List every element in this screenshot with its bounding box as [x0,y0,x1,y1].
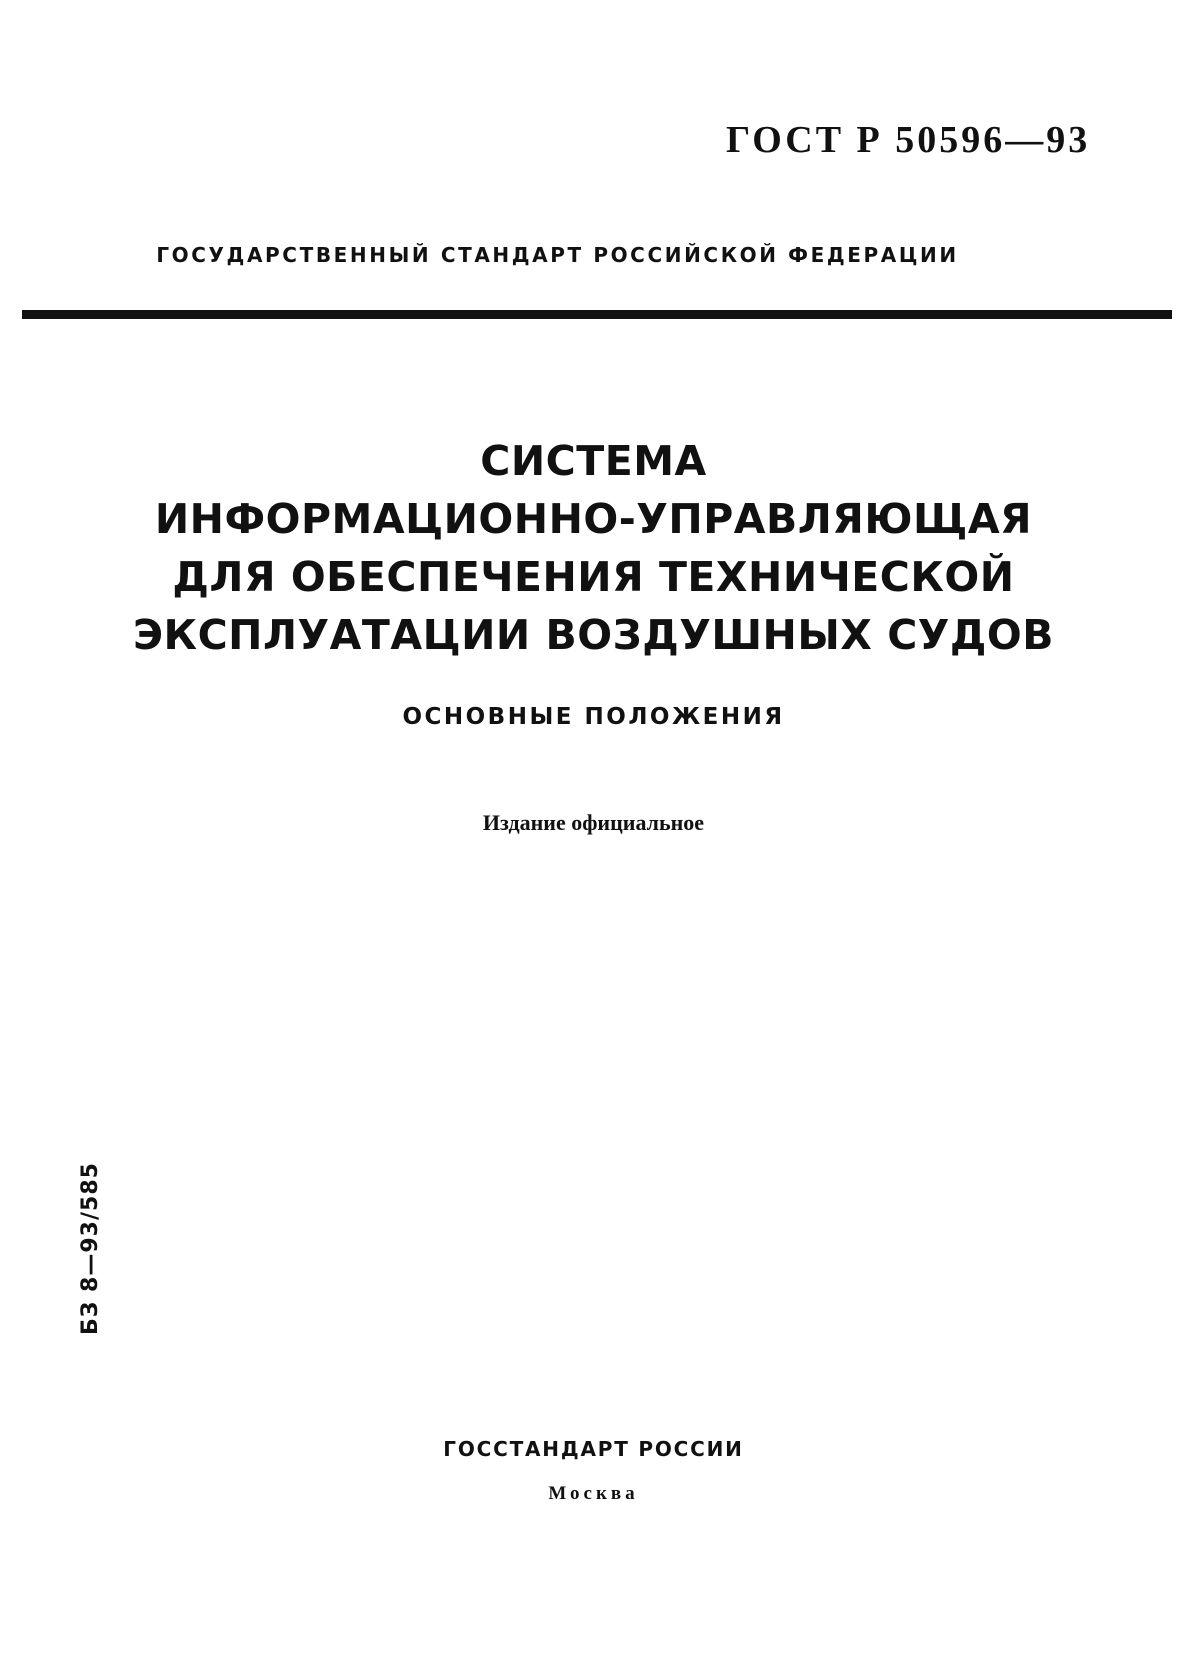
document-subtitle: ОСНОВНЫЕ ПОЛОЖЕНИЯ [402,704,785,730]
document-type-heading: ГОСУДАРСТВЕННЫЙ СТАНДАРТ РОССИЙСКОЙ ФЕДЕРАЦИИ [156,243,959,267]
title-line: СИСТЕМА [480,437,707,485]
title-line: ЭКСПЛУАТАЦИИ ВОЗДУШНЫХ СУДОВ [132,611,1055,659]
registry-mark: БЗ 8—93/585 [78,1162,103,1335]
document-title [0,432,1187,664]
edition-note: Издание официальное [482,810,705,835]
publisher-name: ГОССТАНДАРТ РОССИИ [443,1437,744,1461]
standard-code: ГОСТ Р 50596—93 [726,119,1091,161]
title-line: ИНФОРМАЦИОННО-УПРАВЛЯЮЩАЯ [154,495,1033,543]
title-line: ДЛЯ ОБЕСПЕЧЕНИЯ ТЕХНИЧЕСКОЙ [172,553,1015,601]
header-divider [22,310,1172,319]
publication-city: Москва [548,1483,639,1504]
